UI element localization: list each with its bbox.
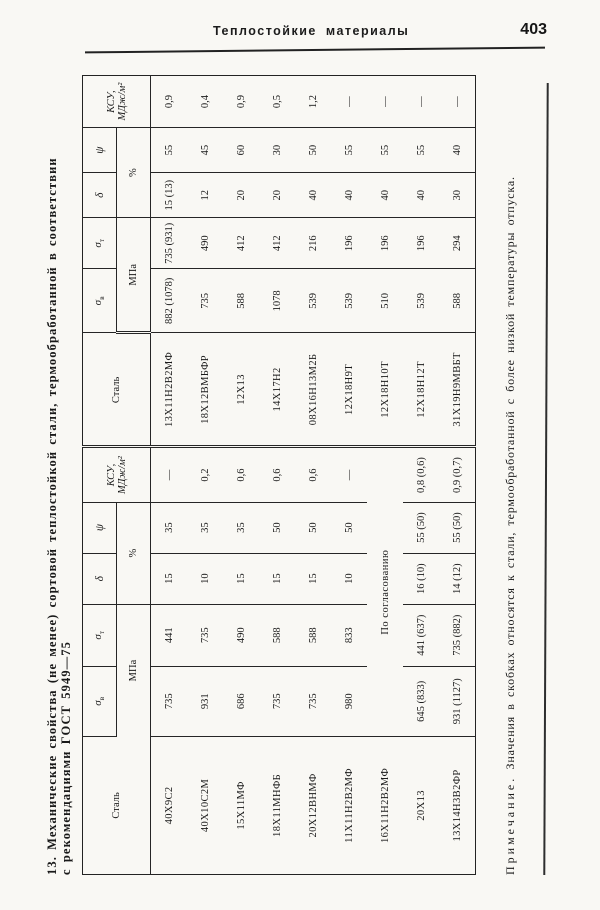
header-sigma-t (83, 604, 117, 666)
value-cell: 196 (367, 218, 403, 269)
footnote-text: Значения в скобках относятся к стали, термообработанной с более низкой температуры отпуска. (503, 176, 517, 770)
value-cell: 1,2 (295, 76, 331, 128)
steel-cell: 20Х13 (415, 790, 427, 821)
value-cell: 490 (223, 604, 259, 666)
header-steel: Сталь (83, 736, 151, 874)
value-cell: 588 (295, 604, 331, 666)
running-head (0, 21, 600, 46)
header-mpa: МПа (117, 218, 151, 333)
value-cell: — (151, 447, 188, 502)
value-cell: 686 (223, 666, 259, 736)
header-psi: ψ (83, 128, 117, 173)
value-cell: 55 (403, 128, 439, 173)
value-cell: 55 (151, 128, 188, 173)
value-cell: 35 (151, 502, 188, 553)
value-cell: 55 (50) (439, 502, 476, 553)
header-delta: δ (83, 553, 117, 604)
value-cell: — (367, 76, 403, 128)
steel-cell: 16Х11Н2В2МФ (379, 767, 391, 844)
value-cell: 0,9 (151, 76, 188, 128)
value-cell: 20 (259, 173, 295, 218)
caption-line-1: 13. Механические свойства (не менее) сортовой теплостойкой стали, термообработанной в соответствии (45, 157, 59, 875)
table-row (439, 76, 476, 875)
table-header-row-1 (83, 76, 117, 875)
value-cell: 490 (187, 218, 223, 269)
steel-cell: 12Х18Н10Т (367, 333, 403, 447)
value-cell: 60 (223, 128, 259, 173)
value-cell: 30 (439, 173, 476, 218)
value-cell: 539 (331, 269, 367, 333)
value-cell: 833 (331, 604, 367, 666)
sigma-b-symbol: $\sigma_в$ (92, 296, 107, 306)
sigma-t-symbol: $\sigma_т$ (92, 630, 107, 640)
value-cell: 735 (187, 604, 223, 666)
value-cell: 412 (259, 218, 295, 269)
steel-properties-table (82, 75, 476, 875)
steel-cell: 20Х12ВНМФ (307, 773, 319, 838)
value-cell: 0,6 (259, 447, 295, 502)
steel-cell: 13Х14Н3В2ФР (451, 769, 463, 842)
value-cell: 10 (331, 553, 367, 604)
footnote (503, 75, 518, 875)
value-cell: 12 (187, 173, 223, 218)
value-cell: 980 (331, 666, 367, 736)
steel-cell: 12Х18Н12Т (403, 333, 439, 447)
value-cell: 35 (187, 502, 223, 553)
value-cell: 196 (403, 218, 439, 269)
value-cell: 588 (223, 269, 259, 333)
value-cell: 35 (223, 502, 259, 553)
value-cell: 15 (223, 553, 259, 604)
value-cell: 539 (295, 269, 331, 333)
by-agreement-cell: По согласованию (367, 447, 403, 736)
value-cell: 15 (259, 553, 295, 604)
header-kcu: КСУ, МДж/м² (83, 76, 151, 128)
table-row (187, 76, 223, 875)
value-cell: 50 (259, 502, 295, 553)
value-cell: 539 (403, 269, 439, 333)
value-cell: 216 (295, 218, 331, 269)
value-cell: 510 (367, 269, 403, 333)
value-cell: 0,4 (187, 76, 223, 128)
value-cell: 0,9 (223, 76, 259, 128)
value-cell: 0,2 (187, 447, 223, 502)
value-cell: 15 (295, 553, 331, 604)
value-cell: 50 (295, 128, 331, 173)
value-cell: 294 (439, 218, 476, 269)
sigma-t-symbol: $\sigma_т$ (92, 238, 107, 248)
value-cell: 1078 (259, 269, 295, 333)
header-delta: δ (83, 173, 117, 218)
value-cell: 50 (295, 502, 331, 553)
value-cell: 441 (637) (403, 604, 439, 666)
value-cell: 735 (187, 269, 223, 333)
header-kcu: КСУ, МДж/м² (83, 447, 151, 502)
value-cell: 735 (882) (439, 604, 476, 666)
header-percent: % (117, 128, 151, 218)
table-caption (45, 75, 73, 875)
value-cell: — (331, 447, 367, 502)
table-row (259, 76, 295, 875)
header-rule (85, 47, 545, 54)
steel-cell: 31Х19Н9МВБТ (439, 333, 476, 447)
steel-cell: 12Х18Н9Т (331, 333, 367, 447)
value-cell: 588 (439, 269, 476, 333)
value-cell: 0,9 (0,7) (439, 447, 476, 502)
header-psi: ψ (83, 502, 117, 553)
value-cell: 882 (1078) (151, 269, 188, 333)
steel-cell: 14Х17Н2 (259, 333, 295, 447)
steel-cell: 40Х10С2М (199, 778, 211, 833)
steel-cell: 13Х11Н2В2МФ (151, 333, 188, 447)
value-cell: 40 (331, 173, 367, 218)
header-sigma-b (83, 666, 117, 736)
value-cell: 0,6 (295, 447, 331, 502)
steel-cell: 11Х11Н2В2МФ (343, 768, 355, 843)
value-cell: 40 (439, 128, 476, 173)
page-edge-line (543, 83, 548, 875)
steel-cell: 18Х11МНФБ (271, 773, 283, 837)
header-sigma-b (83, 269, 117, 333)
value-cell: — (403, 76, 439, 128)
value-cell: 40 (367, 173, 403, 218)
footnote-label: Примечание. (503, 775, 517, 875)
value-cell: 30 (259, 128, 295, 173)
table-row (367, 76, 403, 875)
table-row (403, 76, 439, 875)
value-cell: — (439, 76, 476, 128)
header-mpa: МПа (117, 604, 151, 736)
header-sigma-t (83, 218, 117, 269)
steel-cell: 08Х16Н13М2Б (295, 333, 331, 447)
value-cell: 735 (931) (151, 218, 188, 269)
caption-line-2: с рекомендациями ГОСТ 5949—75 (59, 641, 73, 875)
rotated-content (45, 75, 550, 875)
table-row (151, 76, 188, 875)
running-head-title: Теплостойкие материалы (213, 24, 410, 38)
value-cell: 735 (151, 666, 188, 736)
value-cell: 55 (367, 128, 403, 173)
value-cell: 45 (187, 128, 223, 173)
value-cell: 735 (295, 666, 331, 736)
value-cell: 55 (50) (403, 502, 439, 553)
page-number: 403 (520, 21, 547, 38)
value-cell: 412 (223, 218, 259, 269)
value-cell: 50 (331, 502, 367, 553)
steel-cell: 15Х11МФ (235, 781, 247, 830)
value-cell: 16 (10) (403, 553, 439, 604)
value-cell: 196 (331, 218, 367, 269)
value-cell: 735 (259, 666, 295, 736)
value-cell: 40 (403, 173, 439, 218)
value-cell: 20 (223, 173, 259, 218)
value-cell: 441 (151, 604, 188, 666)
value-cell: 40 (295, 173, 331, 218)
table-row (331, 76, 367, 875)
header-percent: % (117, 502, 151, 604)
value-cell: — (331, 76, 367, 128)
sigma-b-symbol: $\sigma_в$ (92, 696, 107, 706)
table-row (223, 76, 259, 875)
table-row (295, 76, 331, 875)
value-cell: 15 (151, 553, 188, 604)
steel-cell: 18Х12ВМБФР (187, 333, 223, 447)
value-cell: 0,8 (0,6) (403, 447, 439, 502)
value-cell: 10 (187, 553, 223, 604)
value-cell: 0,6 (223, 447, 259, 502)
value-cell: 931 (187, 666, 223, 736)
steel-cell: 40Х9С2 (163, 786, 175, 825)
value-cell: 14 (12) (439, 553, 476, 604)
steel-cell: 12Х13 (223, 333, 259, 447)
value-cell: 0,5 (259, 76, 295, 128)
value-cell: 588 (259, 604, 295, 666)
value-cell: 931 (1127) (439, 666, 476, 736)
header-steel: Сталь (83, 333, 151, 447)
value-cell: 645 (833) (403, 666, 439, 736)
value-cell: 15 (13) (151, 173, 188, 218)
value-cell: 55 (331, 128, 367, 173)
